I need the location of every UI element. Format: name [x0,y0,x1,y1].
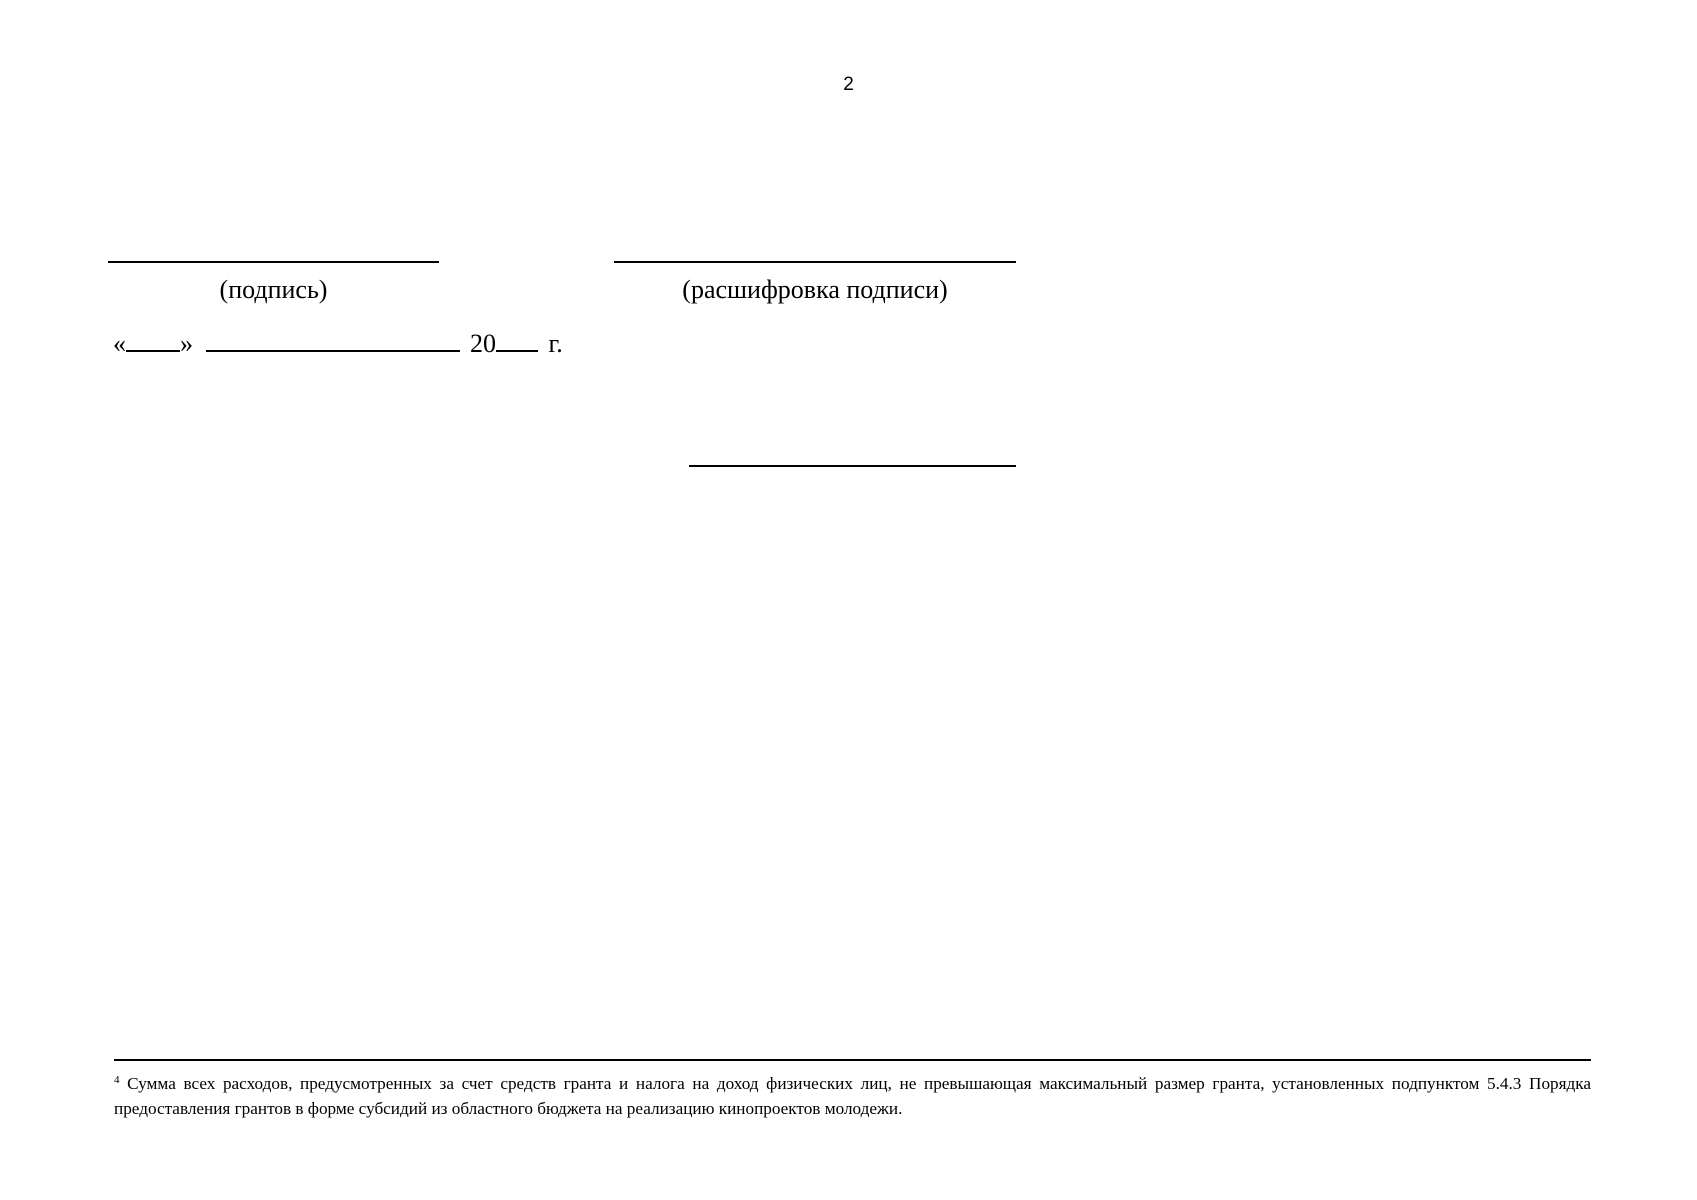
signature-label: (подпись) [219,275,328,304]
year-blank [496,326,538,352]
footnote-text: Сумма всех расходов, предусмотренных за счет средств гранта и налога на доход физических лиц, не превышающая максимальный размер гранта, установленных подпунктом 5.4.3 Порядка предоставления грантов в форме субсидий из областного бюджета на реализацию кинопроектов молодежи. [114,1074,1592,1118]
close-quote: » [180,329,193,358]
signature-line [108,261,439,263]
date-line [113,326,563,361]
blank-line [689,465,1016,467]
signature-transcript-label: (расшифровка подписи) [682,275,948,304]
signature-transcript-line [614,261,1016,263]
year-suffix: г. [548,329,563,358]
footnote [114,1071,1591,1121]
page-number: 2 [843,74,854,95]
year-prefix: 20 [470,329,496,358]
day-blank [126,326,180,352]
footnote-marker: 4 [114,1074,120,1086]
month-blank [206,326,460,352]
footnote-separator [114,1059,1591,1061]
open-quote: « [113,329,126,358]
